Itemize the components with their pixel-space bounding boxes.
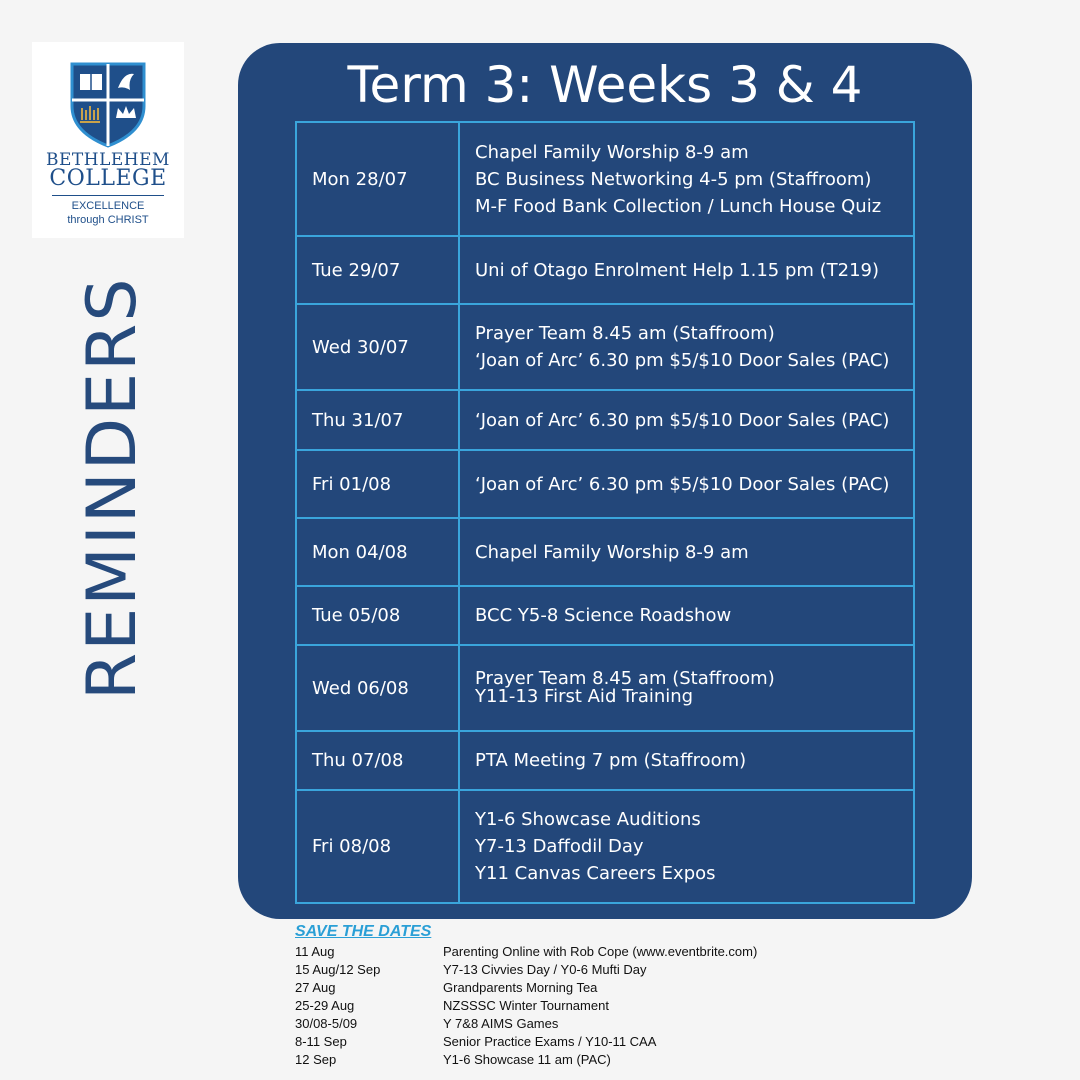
schedule-events <box>459 731 914 790</box>
schedule-row <box>296 586 914 645</box>
schedule-events <box>459 122 914 236</box>
save-date-row <box>295 1016 855 1034</box>
schedule-day: Mon 28/07 <box>296 122 459 236</box>
schedule-day: Thu 07/08 <box>296 731 459 790</box>
schedule-row <box>296 645 914 731</box>
event-item: Prayer Team 8.45 am (Staffroom) <box>475 668 775 689</box>
save-event: Y7-13 Civvies Day / Y0-6 Mufti Day <box>443 962 647 977</box>
save-date: 30/08-5/09 <box>295 1016 358 1031</box>
schedule-row <box>296 390 914 450</box>
schedule-events <box>459 518 914 586</box>
schedule-events <box>459 236 914 304</box>
event-item: Y1-6 Showcase Auditions <box>475 809 701 830</box>
reminders-heading: REMINDERS <box>73 276 152 700</box>
schedule-day: Thu 31/07 <box>296 390 459 450</box>
schedule-events <box>459 645 914 731</box>
schedule-events <box>459 586 914 645</box>
schedule-row <box>296 304 914 390</box>
event-item: Prayer Team 8.45 am (Staffroom) <box>475 323 775 344</box>
save-event: Parenting Online with Rob Cope (www.eventbrite.com) <box>443 944 758 959</box>
panel-title: Term 3: Weeks 3 & 4 <box>347 56 863 114</box>
save-date-row <box>295 980 855 998</box>
save-event: Grandparents Morning Tea <box>443 980 598 995</box>
event-item: Uni of Otago Enrolment Help 1.15 pm (T219) <box>475 259 880 281</box>
schedule-day: Mon 04/08 <box>296 518 459 586</box>
save-date: 8-11 Sep <box>295 1034 347 1049</box>
save-event: Y1-6 Showcase 11 am (PAC) <box>443 1052 611 1067</box>
event-item: Y11-13 First Aid Training <box>475 686 694 707</box>
schedule-day: Wed 30/07 <box>296 304 459 390</box>
logo-name-line1: BETHLEHEM <box>46 150 170 170</box>
event-item: M-F Food Bank Collection / Lunch House Quiz <box>475 195 882 217</box>
save-date: 15 Aug/12 Sep <box>295 962 381 977</box>
logo-name-line2: COLLEGE <box>49 166 167 191</box>
event-item: Y7-13 Daffodil Day <box>475 836 644 857</box>
event-item: ‘Joan of Arc’ 6.30 pm $5/$10 Door Sales (PAC) <box>475 350 890 371</box>
save-the-dates-heading: SAVE THE DATES <box>295 923 432 940</box>
event-item: Chapel Family Worship 8-9 am <box>475 141 749 163</box>
event-item: Y11 Canvas Careers Expos <box>475 863 716 884</box>
save-date: 27 Aug <box>295 980 336 995</box>
college-logo <box>32 42 184 238</box>
schedule-events <box>459 390 914 450</box>
save-date-row <box>295 1034 855 1052</box>
schedule-row <box>296 122 914 236</box>
save-event: Senior Practice Exams / Y10-11 CAA <box>443 1034 657 1049</box>
event-item: ‘Joan of Arc’ 6.30 pm $5/$10 Door Sales (PAC) <box>475 409 890 431</box>
save-date-row <box>295 962 855 980</box>
event-item: BCC Y5-8 Science Roadshow <box>475 605 732 626</box>
schedule-day: Tue 29/07 <box>296 236 459 304</box>
logo-divider <box>52 195 164 196</box>
save-event: Y 7&8 AIMS Games <box>443 1016 559 1031</box>
schedule-day: Wed 06/08 <box>296 645 459 731</box>
logo-motto-line1: EXCELLENCE <box>71 200 145 212</box>
schedule-day: Tue 05/08 <box>296 586 459 645</box>
schedule-row <box>296 790 914 903</box>
schedule-table <box>295 121 915 904</box>
schedule-events <box>459 790 914 903</box>
event-item: PTA Meeting 7 pm (Staffroom) <box>475 750 747 771</box>
event-item: Chapel Family Worship 8-9 am <box>475 541 749 563</box>
schedule-row <box>296 518 914 586</box>
schedule-events <box>459 450 914 518</box>
save-event: NZSSSC Winter Tournament <box>443 998 609 1013</box>
event-item: ‘Joan of Arc’ 6.30 pm $5/$10 Door Sales (PAC) <box>475 473 890 495</box>
schedule-day: Fri 08/08 <box>296 790 459 903</box>
save-date-row <box>295 1052 855 1070</box>
save-date-row <box>295 998 855 1016</box>
save-date: 25-29 Aug <box>295 998 355 1013</box>
schedule-row <box>296 450 914 518</box>
save-date: 12 Sep <box>295 1052 337 1067</box>
schedule-day: Fri 01/08 <box>296 450 459 518</box>
save-date: 11 Aug <box>295 944 335 959</box>
schedule-events <box>459 304 914 390</box>
schedule-row <box>296 731 914 790</box>
schedule-row <box>296 236 914 304</box>
save-date-row <box>295 944 855 962</box>
logo-motto-line2: through CHRIST <box>67 214 149 226</box>
crest-icon <box>68 60 148 148</box>
event-item: BC Business Networking 4-5 pm (Staffroom) <box>475 168 872 190</box>
